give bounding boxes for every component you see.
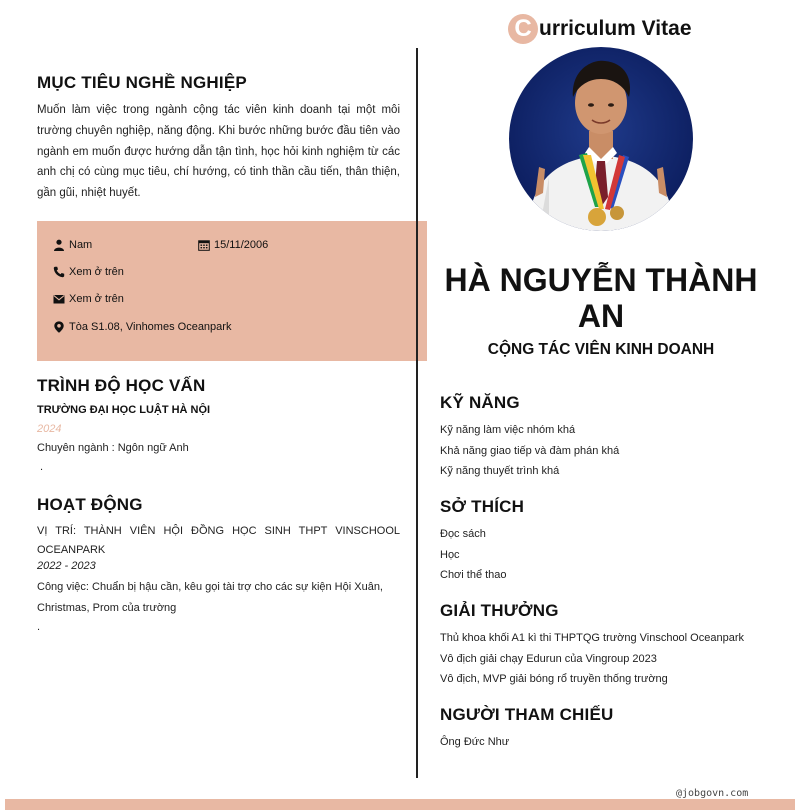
contact-info-box — [37, 221, 427, 361]
hobby-item: Học — [440, 549, 460, 561]
email-value: Xem ở trên — [69, 293, 124, 305]
phone-icon — [53, 266, 65, 278]
email-icon — [53, 293, 65, 305]
activities-title: HOẠT ĐỘNG — [37, 495, 143, 514]
skill-item: Khả năng giao tiếp và đàm phán khá — [440, 445, 620, 457]
education-school: TRƯỜNG ĐẠI HỌC LUẬT HÀ NỘI — [37, 404, 211, 416]
cv-logo — [508, 14, 692, 44]
hobby-item: Chơi thể thao — [440, 569, 507, 581]
gender-row — [53, 239, 92, 251]
address-row — [53, 320, 231, 334]
award-item: Vô địch, MVP giải bóng rổ truyền thống trường — [440, 673, 668, 685]
objective-title: MỤC TIÊU NGHỀ NGHIỆP — [37, 73, 247, 92]
email-row — [53, 293, 124, 305]
hobby-item: Đọc sách — [440, 528, 486, 540]
candidate-name: HÀ NGUYỄN THÀNH AN — [444, 262, 758, 334]
gender-value: Nam — [69, 239, 93, 251]
column-divider — [416, 48, 418, 778]
calendar-icon — [198, 239, 210, 251]
education-title: TRÌNH ĐỘ HỌC VẤN — [37, 376, 206, 395]
hobbies-title: SỞ THÍCH — [440, 497, 525, 516]
references-title: NGƯỜI THAM CHIẾU — [440, 705, 614, 724]
activities-description: Công việc: Chuẩn bị hậu cần, kêu gọi tài trợ cho các sự kiện Hội Xuân, Christmas, Prom của trường — [37, 581, 383, 614]
phone-row — [53, 266, 124, 278]
footer-bar — [5, 799, 795, 810]
reference-item: Ông Đức Như — [440, 736, 510, 748]
activities-extra: . — [37, 621, 41, 633]
skill-item: Kỹ năng thuyết trình khá — [440, 465, 560, 477]
profile-photo — [509, 47, 693, 231]
user-icon — [53, 239, 65, 251]
cv-logo-text: urriculum Vitae — [539, 17, 692, 40]
award-item: Vô địch giải chạy Edurun của Vingroup 2023 — [440, 653, 657, 665]
activities-period: 2022 - 2023 — [37, 560, 96, 572]
awards-title: GIẢI THƯỞNG — [440, 601, 559, 620]
location-pin-icon — [53, 320, 65, 334]
birthdate-value: 15/11/2006 — [214, 239, 269, 251]
education-major: Chuyên ngành : Ngôn ngữ Anh — [37, 442, 189, 454]
birthdate-row — [198, 239, 268, 251]
objective-text: Muốn làm việc trong ngành cộng tác viên kinh doanh tại một môi trường chuyên nghiệp, năng động. Khi bước những bước đầu tiên vào ngành em muốn được hướng dẫn tận tình, học hỏi kinh nghiệm từ các anh chị có cùng mục tiêu, chí hướng, có tinh thần cầu tiến, thân thiện, gần gũi, nhiệt huyết. — [37, 104, 400, 200]
education-extra: . — [40, 461, 44, 473]
activities-position: VỊ TRÍ: THÀNH VIÊN HỘI ĐỒNG HỌC SINH THPT VINSCHOOL OCEANPARK — [37, 525, 400, 556]
phone-value: Xem ở trên — [69, 266, 124, 278]
skills-title: KỸ NĂNG — [440, 393, 520, 412]
skill-item: Kỹ năng làm việc nhóm khá — [440, 424, 576, 436]
watermark: @jobgovn.com — [676, 788, 749, 799]
candidate-role: CỘNG TÁC VIÊN KINH DOANH — [487, 341, 715, 358]
award-item: Thủ khoa khối A1 kì thi THPTQG trường Vinschool Oceanpark — [440, 632, 744, 644]
education-year: 2024 — [37, 423, 62, 435]
cv-logo-letter: C — [508, 14, 538, 44]
address-value: Tòa S1.08, Vinhomes Oceanpark — [69, 321, 232, 333]
